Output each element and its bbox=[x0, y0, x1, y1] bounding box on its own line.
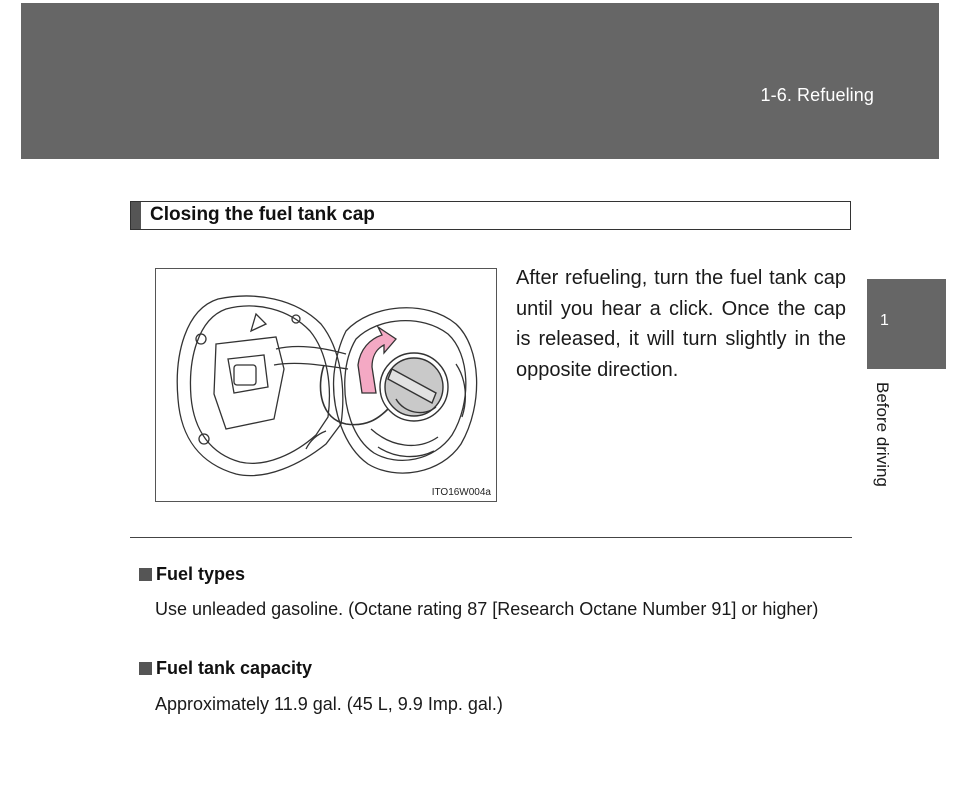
note-heading-fuel-types bbox=[139, 564, 245, 585]
section-divider bbox=[130, 537, 852, 538]
fuel-door-illustration bbox=[156, 269, 496, 501]
section-title-box bbox=[130, 201, 851, 230]
fuel-door-icon bbox=[177, 296, 348, 476]
title-accent-bar bbox=[131, 202, 141, 229]
fuel-cap-figure bbox=[155, 268, 497, 502]
tether-cable bbox=[320, 365, 388, 425]
figure-code: ITO16W004a bbox=[431, 487, 491, 498]
chapter-number: 1 bbox=[880, 312, 889, 329]
section-title: Closing the fuel tank cap bbox=[150, 204, 375, 225]
square-bullet-icon bbox=[139, 568, 152, 581]
note-heading-text: Fuel tank capacity bbox=[156, 658, 313, 678]
chapter-tab[interactable] bbox=[867, 279, 946, 369]
note-heading-fuel-tank-capacity bbox=[139, 658, 312, 679]
note-body-fuel-tank-capacity: Approximately 11.9 gal. (45 L, 9.9 Imp. gal.) bbox=[155, 694, 503, 714]
chapter-label: Before driving bbox=[873, 382, 892, 487]
section-reference: 1-6. Refueling bbox=[760, 85, 874, 105]
note-heading-text: Fuel types bbox=[156, 564, 246, 584]
note-body-fuel-types: Use unleaded gasoline. (Octane rating 87 [Research Octane Number 91] or higher) bbox=[155, 599, 819, 619]
fuel-cap-icon bbox=[380, 353, 448, 421]
instruction-text: After refueling, turn the fuel tank cap until you hear a click. Once the cap is released, it will turn slightly in the opposite direction. bbox=[516, 267, 846, 381]
square-bullet-icon bbox=[139, 662, 152, 675]
header-band bbox=[21, 3, 939, 159]
